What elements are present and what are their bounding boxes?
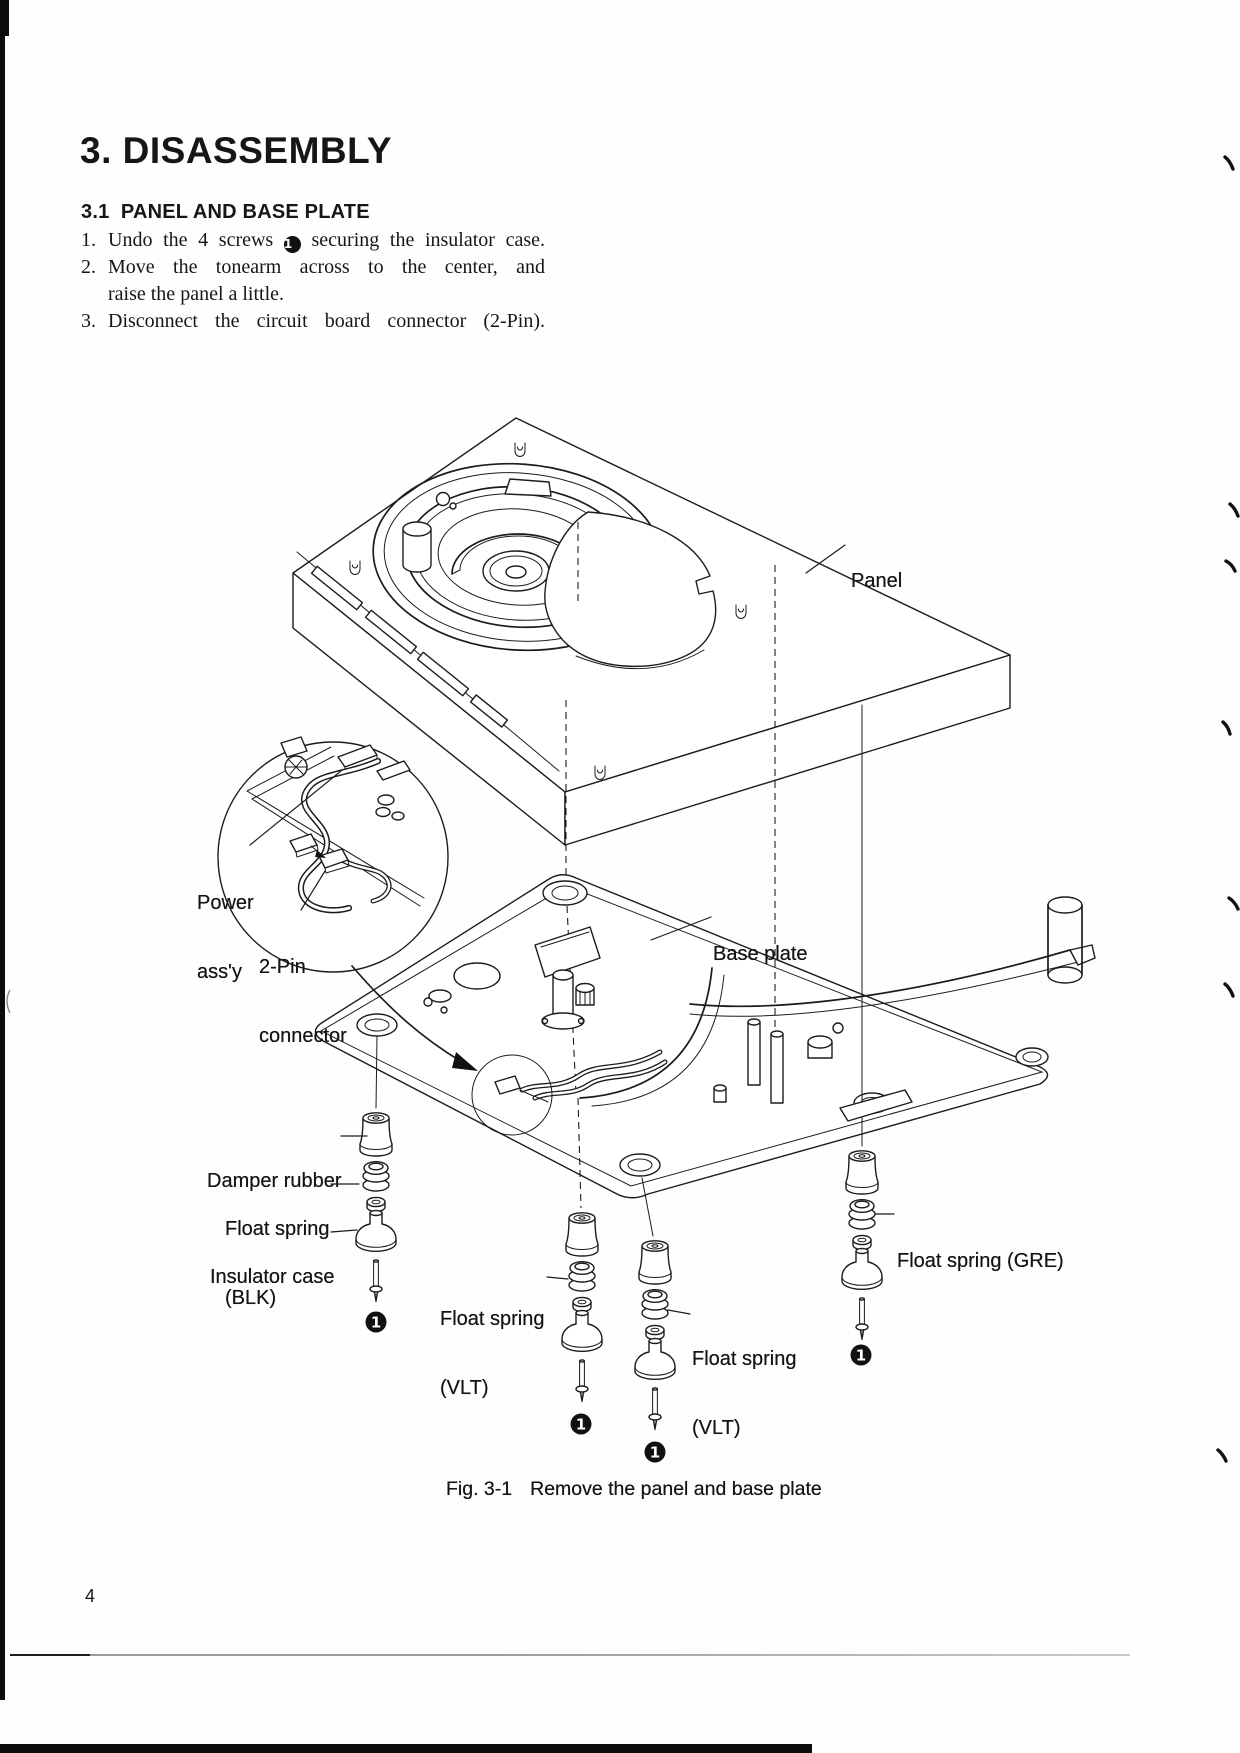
label-power-assy: Power ass'y [197,892,254,983]
screw-marker-icon: 1 [284,236,301,253]
foot-stack-left [356,1113,396,1302]
screw-marker-icon [851,1345,872,1366]
label-float-spring-blk: Float spring (BLK) [225,1218,330,1309]
screw-marker-icon [571,1414,592,1435]
label-damper-rubber: Damper rubber [207,1170,342,1192]
page-number: 4 [85,1586,96,1606]
foot-stack-right [842,1151,882,1340]
section-heading: 3.1 PANEL AND BASE PLATE [81,201,370,223]
step-text: Disconnect the circuit board connector (2-Pin). [108,310,545,332]
svg-text:1: 1 [370,1313,382,1332]
figure-caption [446,1478,822,1501]
step-text: Undo the 4 screws [108,229,274,251]
label-float-spring-vlt-1: Float spring (VLT) [440,1308,545,1399]
step-number: 3. [81,310,96,332]
step-text: securing the insulator case. [311,229,546,251]
screw-marker-icon [366,1312,387,1333]
step-number: 2. [81,256,96,278]
page-title: 3. DISASSEMBLY [80,130,392,171]
step-text: Move the tonearm across to the center, and [108,256,545,278]
label-panel: Panel [851,570,903,592]
svg-text:1: 1 [855,1346,867,1365]
scan-tick-marks [1218,157,1238,1461]
foot-stack-middle [562,1213,602,1402]
label-float-spring-vlt-2: Float spring (VLT) [692,1348,797,1439]
step-text: raise the panel a little. [108,283,285,305]
figure-caption-text: Remove the panel and base plate [530,1478,822,1500]
label-float-spring-gre: Float spring (GRE) [897,1250,1064,1272]
svg-text:1: 1 [649,1443,661,1462]
label-base-plate: Base plate [713,943,808,965]
scan-left-squiggle [7,990,10,1013]
label-2pin-connector: 2-Pin connector [259,956,347,1047]
screw-marker-icon [645,1442,666,1463]
figure-caption-label: Fig. 3-1 [446,1478,513,1500]
svg-text:1: 1 [575,1415,587,1434]
foot-stack-middle-right [635,1241,675,1430]
label-insulator-case: Insulator case [210,1266,335,1288]
step-number: 1. [81,229,96,251]
